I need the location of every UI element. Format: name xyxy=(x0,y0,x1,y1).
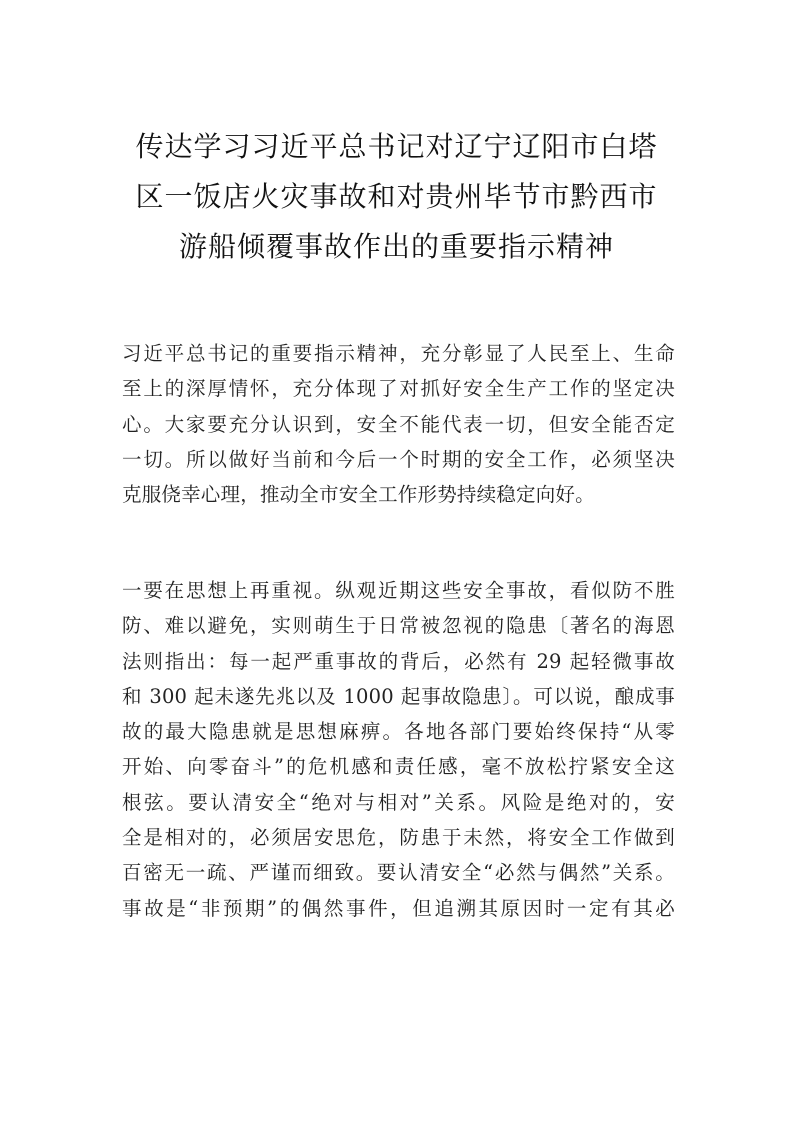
paragraph-line: 全是相对的，必须居安思危，防患于未然，将安全工作做到 xyxy=(122,826,675,850)
paragraph-line: 克服侥幸心理，推动全市安全工作形势持续稳定向好。 xyxy=(122,483,595,507)
paragraph-intro xyxy=(122,336,675,512)
paragraph-line: 法则指出：每一起严重事故的背后，必然有 29 起轻微事故 xyxy=(122,649,675,673)
paragraph-line: 事故是“非预期”的偶然事件，但追溯其原因时一定有其必 xyxy=(122,896,675,920)
paragraph-line: 防、难以避免，实则萌生于日常被忽视的隐患〔著名的海恩 xyxy=(122,614,675,638)
paragraph-line: 根弦。要认清安全“绝对与相对”关系。风险是绝对的，安 xyxy=(122,790,675,814)
paragraph-line: 习近平总书记的重要指示精神，充分彰显了人民至上、生命 xyxy=(122,342,675,365)
document-title xyxy=(60,122,733,272)
title-line: 区一饭店火灾事故和对贵州毕节市黔西市 xyxy=(135,180,658,213)
paragraph-line: 至上的深厚情怀，充分体现了对抓好安全生产工作的坚定决 xyxy=(122,377,675,401)
paragraph-line: 百密无一疏、严谨而细致。要认清安全“必然与偶然”关系。 xyxy=(122,861,675,885)
paragraph-thinking xyxy=(122,573,675,926)
paragraph-line: 一要在思想上再重视。纵观近期这些安全事故，看似防不胜 xyxy=(122,579,675,602)
paragraph-line: 一切。所以做好当前和今后一个时期的安全工作，必须坚决 xyxy=(122,447,675,471)
paragraph-line: 心。大家要充分认识到，安全不能代表一切，但安全能否定 xyxy=(122,412,675,436)
title-line: 游船倾覆事故作出的重要指示精神 xyxy=(178,230,614,263)
paragraph-line: 开始、向零奋斗”的危机感和责任感，毫不放松拧紧安全这 xyxy=(122,755,675,779)
paragraph-line: 故的最大隐患就是思想麻痹。各地各部门要始终保持“从零 xyxy=(122,720,675,744)
title-line: 传达学习习近平总书记对辽宁辽阳市白塔 xyxy=(135,130,658,163)
paragraph-line: 和 300 起未遂先兆以及 1000 起事故隐患〕。可以说，酿成事 xyxy=(122,684,675,708)
